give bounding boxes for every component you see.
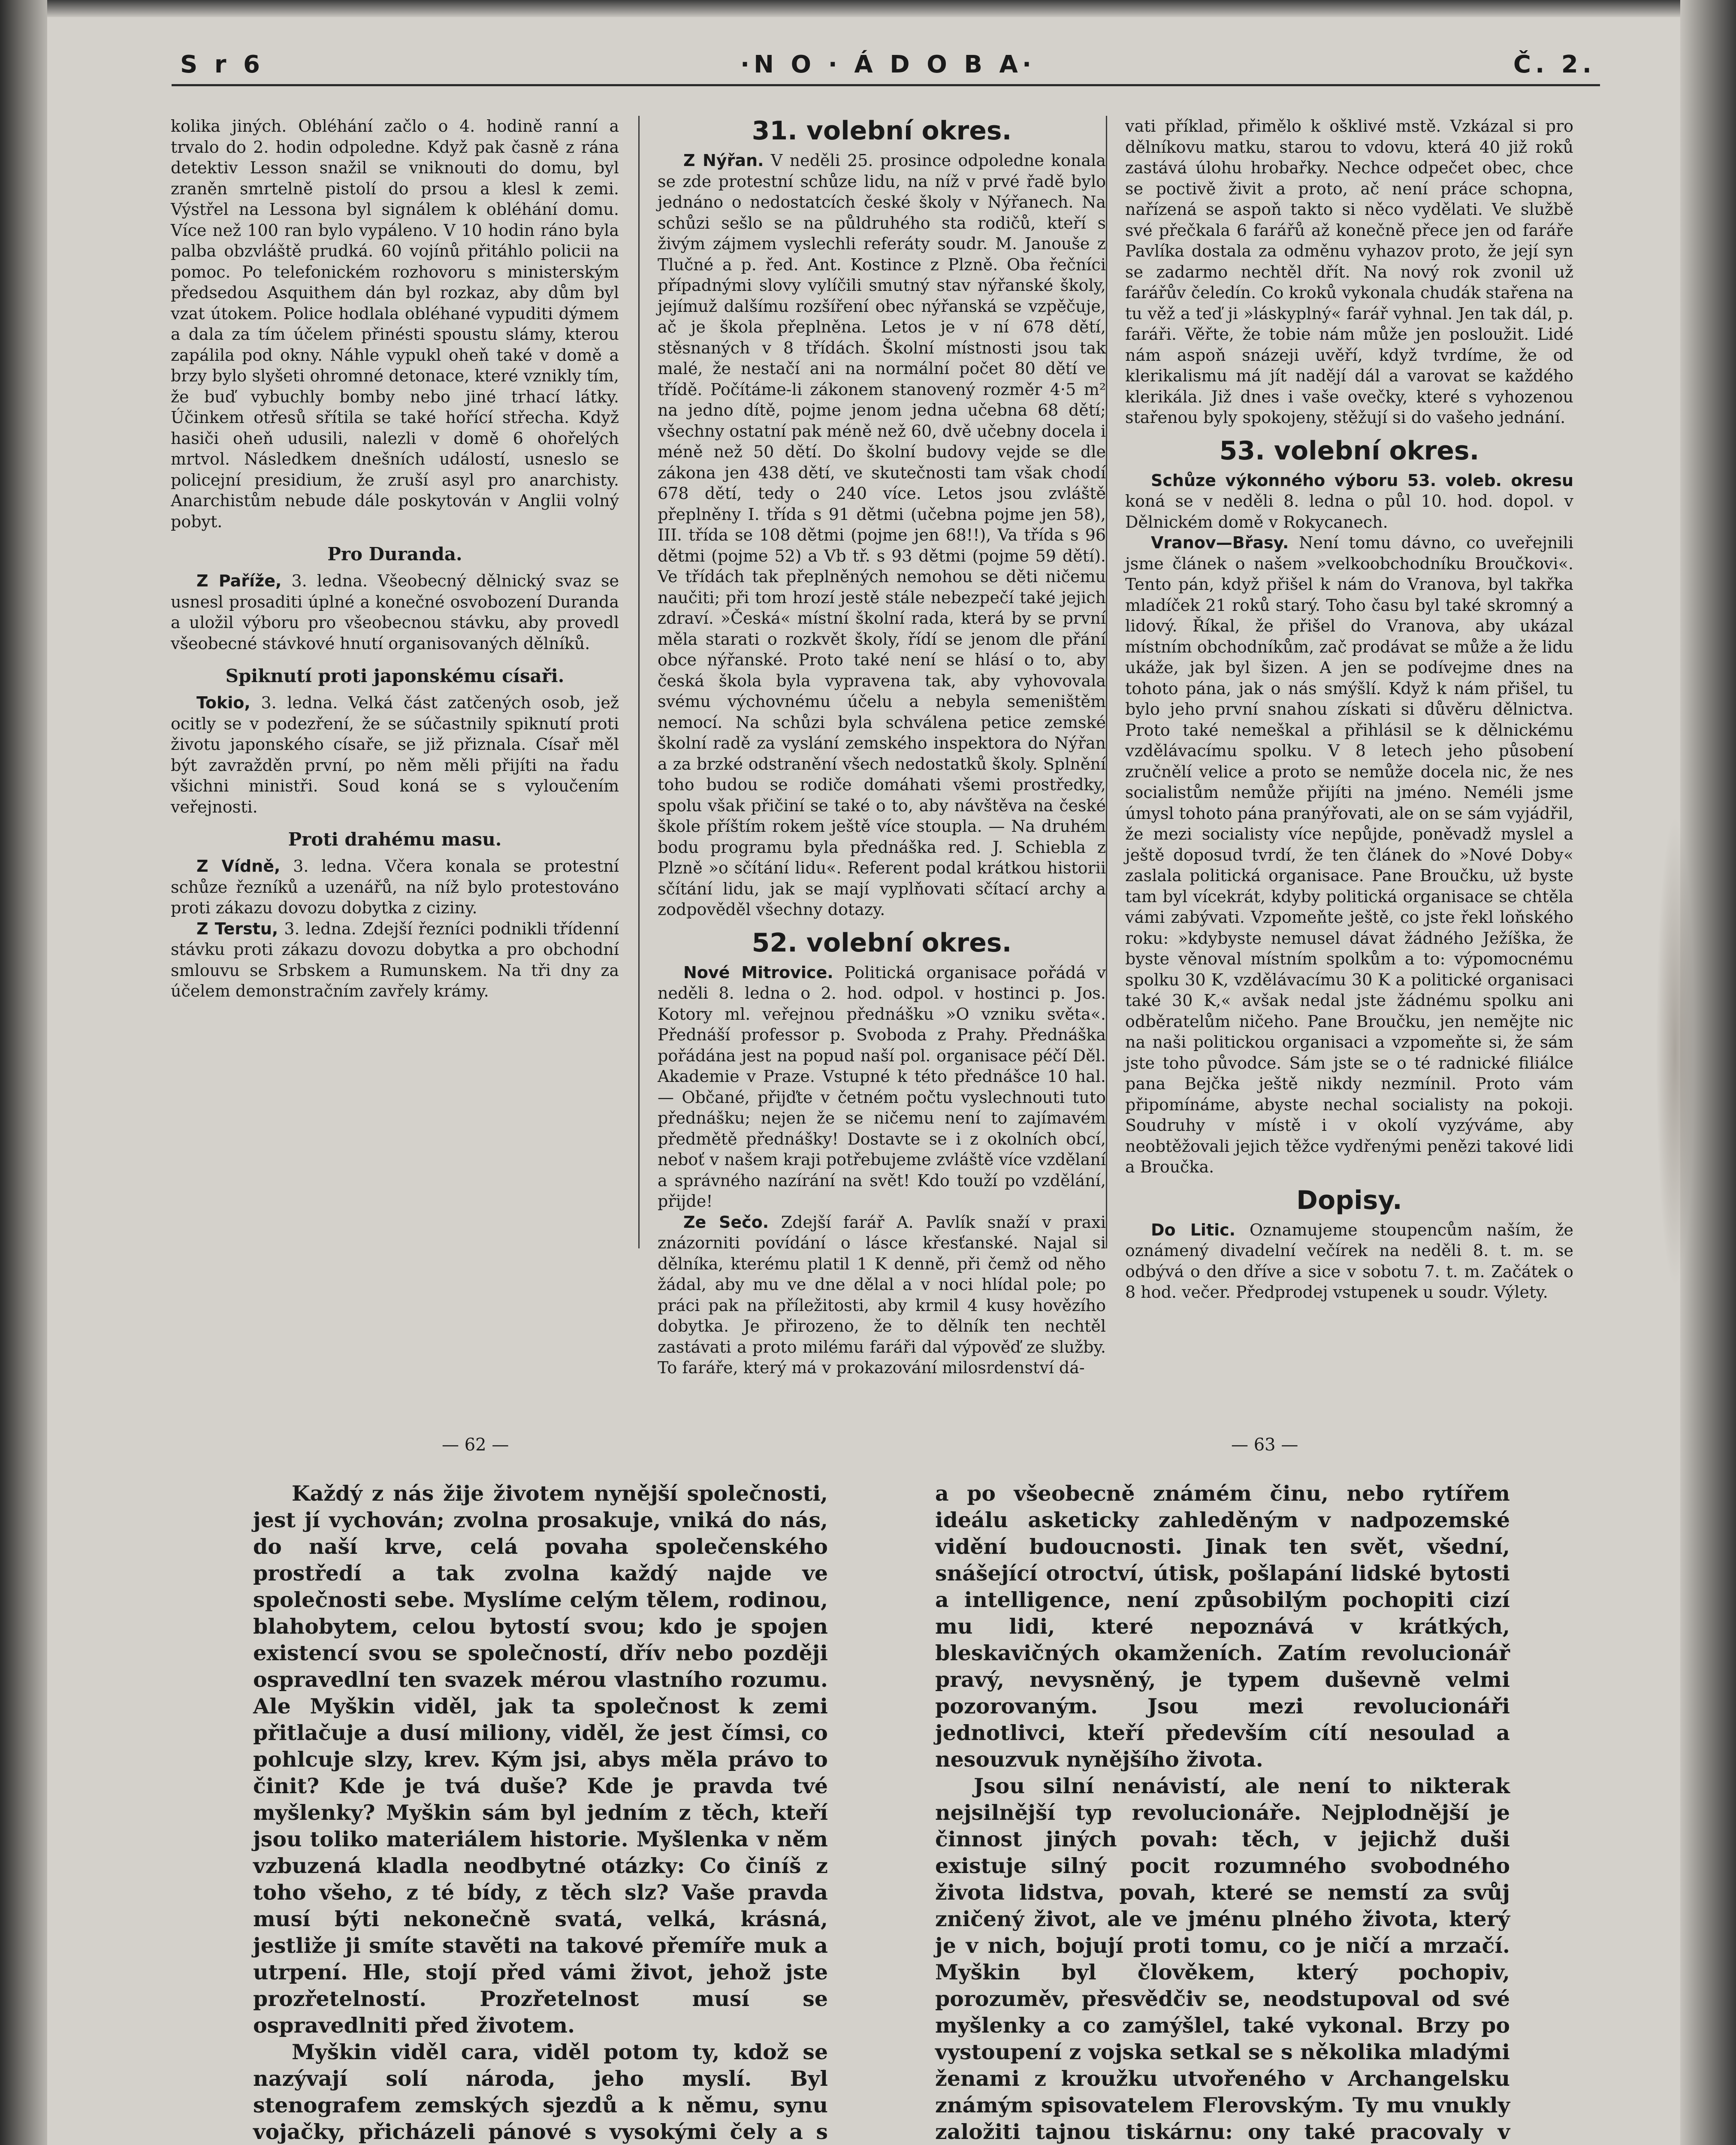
newspaper-header: [180, 51, 1596, 89]
news-item: [171, 692, 619, 817]
news-text: koná se v neděli 8. ledna o půl 10. hod. dopol. v Dělnickém domě v Rokycanech.: [1125, 492, 1573, 532]
news-text: Zdejší farář A. Pavlík snaží v praxi znázorniti povídání o lásce křesťanské. Najal si dělníka, kterému platil 1 K denně, při čemž od něho žádal, aby mu ve dne dělal a v noci hlídal pole; po práci pak na příležitosti, aby krmil 4 kusy hovězího dobytka. Je přirozeno, že to dělník ten nechtěl zastávati a proto milému faráři dal výpověď ze služby. To faráře, který má v prokazování milosrdenství dá-: [658, 1212, 1106, 1377]
news-text: Oznamujeme stoupencům naším, že oznámený divadelní večírek na neděli 8. t. m. se odbývá o den dříve a sice v sobotu 7. t. m. Začátek o 8 hod. večer. Předprodej vstupenek u soudr. Výlety.: [1125, 1220, 1573, 1302]
book-paragraph: Jsou silní nenávistí, ale není to nikterak nejsilnější typ revolucionáře. Nejplodnější je činnost jiných povah: těch, v jejichž duši existuje silný pocit rozumného svobodného života lidstva, povah, které se nemstí za svůj zničený život, ale ve jménu plného života, který je v nich, bojují proti tomu, co je ničí a mrzačí. Myškin byl člověkem, který pochopiv, porozuměv, přesvědčiv se, neodstupoval od své myšlenky a co zamýšlel, také vykonal. Brzy po vystoupení z vojska setkal se s několika mladými ženami z kroužku utvořeného v Archangelsku známým spisovatelem Flerovským. Ty mu vnukly založiti tajnou tiskárnu: ony také pracovaly v: [935, 1773, 1510, 2144]
news-text: Politická organisace pořádá v neděli 8. ledna o 2. hod. odpol. v hostinci p. Jos. Kotory ml. veřejnou přednášku »O vzniku světa«. Přednáší professor p. Svoboda z Prahy. Přednáška pořádána jest na popud naší pol. organisace péčí Děl. Akademie v Praze. Vstupné k této přednášce 10 hal. — Občané, přijďte v četném počtu vyslechnouti tuto přednášku; nejen že se ničemu není to zajímavém předmětě přednášky! Dostavte se i z okolních obcí, neboť v našem kraji potřebujeme zvláště více vzdělaní a správného nazírání na svět! Kdo touží po vzdělání, přijde!: [658, 963, 1106, 1211]
article-paragraph: vati příklad, přimělo k ošklivé mstě. Vzkázal si pro dělníkovu matku, starou to vdovu, která 40 již roků zastává úlohu hrobařky. Nechce odpečet obec, chce se poctivě živit a proto, ač není práce schopna, nařízená se aspoň takto si něco vydělati. Ve službě své přečkala 6 farářů až konečně přece jen od faráře Pavlíka dostala za odměnu vyhazov proto, že její syn se zadarmo nechtěl dřít. Na nový rok zvonil už farářův čeledín. Co kroků vykonala chudák stařena na tu věž a teď ji »láskyplný« farář vyhnal. Jen tak dál, p. faráři. Věřte, že tobie nám může jen posloužit. Lidé nám aspoň snázeji uvěří, když tvrdíme, že od klerikalismu má jít nadějí dál a varovat se každého klerikála. Již dnes i vaše ovečky, které s vyhozenou stařenou byly spokojeny, stěžují si do vašeho jednání.: [1125, 117, 1573, 427]
dateline: Z Terstu,: [196, 919, 278, 938]
section-heading: Pro Duranda.: [327, 544, 462, 565]
news-item: [1125, 470, 1573, 533]
issue-number: Č. 2.: [1513, 51, 1596, 79]
news-item: [171, 918, 619, 1002]
book-page-left: [253, 1480, 828, 2145]
news-item: [658, 1212, 1106, 1378]
news-text: 3. ledna. Velká část zatčených osob, jež ocitly se v podezření, že se súčastnily spiknutí proti životu japonského císaře, se již přiznala. Císař měl být zavražděn první, po něm měli přijíti na řadu všichni ministři. Soud koná se s vyloučením veřejnosti.: [171, 693, 619, 816]
dateline: Vranov—Břasy.: [1151, 533, 1289, 552]
news-text: 3. ledna. Včera konala se protestní schůze řezníků a uzenářů, na níž bylo protestováno proti zákazu dovozu dobytka z ciziny.: [171, 857, 619, 917]
article-paragraph: kolika jiných. Obléhání začlo o 4. hodině ranní a trvalo do 2. hodin odpoledne. Když pak časně z rána detektiv Lesson snažil se vniknouti do domu, byl zraněn smrtelně pistolí do prsou a klesl k zemi. Výstřel na Lessona byl signálem k obléhání domu. Více než 100 ran bylo vypáleno. V 10 hodin ráno byla palba obzvláště prudká. 60 vojínů přitáhlo policii na pomoc. Po telefonickém rozhovoru s ministerským předsedou Asquithem dán byl rozkaz, aby dům byl vzat útokem. Police hodlala obléhané vypuditi dýmem a dala za tím účelem přinésti spoustu slámy, kterou zapálila pod okny. Náhle vypukl oheň také v domě a brzy bylo slyšeti ohromné detonace, které vznikly tím, že buď vybuchly bomby nebo jiné trhací látky. Účinkem otřesů sřítila se také hořící střecha. Když hasiči oheň udusili, nalezli v domě 6 ohořelých mrtvol. Následkem dnešních událostí, usneslo se policejní presidium, že zruší asyl pro anarchisty. Anarchistům nebude dále poskytován v Anglii volný pobyt.: [171, 117, 619, 531]
news-item: [1125, 532, 1573, 1178]
section-heading: Proti drahému masu.: [288, 829, 502, 850]
scan-shadow-top: [0, 0, 1736, 17]
news-column-1: [171, 116, 619, 1257]
news-text: V neděli 25. prosince odpoledne konala se zde protestní schůze lidu, na níž v prvé řadě bylo jednáno o nedostatcích české školy v Nýřanech. Na schůzi sešlo se na půldruhého sta rodičů, kteří s živým zájmem vyslechli referáty soudr. M. Janouše z Tlučné a p. řed. Ant. Kostince z Plzně. Oba řečníci případnými slovy vylíčili smutný stav nýřanské školy, jejímuž dalšímu rozšíření obec nýřanská se vzpěčuje, ač je škola přeplněna. Letos je v ní 678 dětí, stěsnaných v 8 třídách. Školní místnosti jsou tak malé, že nestačí ani na normální počet 80 dětí ve třídě. Počítáme-li zákonem stanovený rozměr 4·5 m² na jedno dítě, pojme jenom jedna učebna 68 dětí; všechny ostatní pak méně než 60, dvě učebny docela i méně než 50 dětí. Do školní budovy vejde se dle zákona jen 438 dětí, ve skutečnosti tam však chodí 678 dětí, tedy o 240 více. Letos jsou zvláště přeplněny I. třída s 91 dětmi (učebna pojme jen 58), III. třída se 108 dětmi (pojme jen 68!!), Va třída s 96 dětmi (pojme 52) a Vb tř. s 93 dětmi (pojme 59 dětí). Ve třídách tak přeplněných nemohou se děti ničemu naučiti; při tom hrozí jestě stále nebezpečí také jejich zdraví. »Česká« místní školní rada, která by se první měla starati o rozkvět školy, řídí se jenom dle přání obce nýřanské. Proto také není se hlásí o to, aby česká škola byla vypravena tak, aby vyhovovala svému výchovnému účelu a nebyla semeništěm nemocí. Na schůzi byla schválena petice zemské školní radě za vyslání zemského inspektora do Nýřan a za brzké odstranění všech nedostatků školy. Splnění toho budou se rodiče domáhati všemi prostředky, spolu však přičiní se také o to, aby návštěva na české škole příštím rokem ještě více stoupla. — Na druhém bodu programu byla přednáška red. J. Schiebla z Plzně »o sčítání lidu«. Referent podal krátkou historii sčítání lidu, jak se mají vyplňovati sčítací archy a zodpověděl všechny dotazy.: [658, 151, 1106, 919]
page-number-right: — 63 —: [1231, 1435, 1298, 1455]
dateline: Schůze výkonného výboru 53. voleb. okresu: [1151, 471, 1573, 490]
dateline: Do Litic.: [1151, 1220, 1236, 1239]
dateline: Z Nýřan.: [683, 151, 764, 170]
news-item: [171, 856, 619, 918]
news-text: 3. ledna. Zdejší řezníci podnikli třídenní stávku proti zákazu dovozu dobytka a pro obchodní smlouvu se Srbskem a Rumunskem. Na tři dny za účelem demonstračním zavřely krámy.: [171, 919, 619, 1000]
news-item: [171, 571, 619, 654]
book-paragraph: Každý z nás žije životem nynější společnosti, jest jí vychován; zvolna prosakuje, vniká do nás, do naší krve, celá povaha společenského prostředí a tak zvolna každý najde ve společnosti sebe. Myslíme celým tělem, rodinou, blahobytem, celou bytostí svou; kdo je spojen existencí svou se společností, dřív nebo později ospravedlní ten svazek mérou vlastního rozumu. Ale Myškin viděl, jak ta společnost k zemi přitlačuje a dusí miliony, viděl, že jest čímsi, co pohlcuje slzy, krev. Kým jsi, abys měla právo to činit? Kde je tvá duše? Kde je pravda tvé myšlenky? Myškin sám byl jedním z těch, kteří jsou toliko materiálem historie. Myšlenka v něm vzbuzená kladla neodbytné otázky: Co činíš z toho všeho, z té bídy, z těch slz? Vaše pravda musí býti nekonečně svatá, velká, krásná, jestliže ji smíte stavěti na takové přemíře muk a utrpení. Hle, stojí před vámi život, jehož jste prozřetelností. Prozřetelnost musí se ospravedlniti před životem.: [253, 1481, 828, 2038]
paper-stain: [1656, 815, 1694, 1287]
dateline: Nové Mitrovice.: [683, 963, 833, 982]
news-column-2: [658, 116, 1106, 1377]
news-item: [658, 962, 1106, 1212]
scan-shadow-left: [0, 0, 47, 2145]
dateline: Tokio,: [196, 693, 251, 712]
newspaper-title: ·N O · Á D O B A·: [740, 51, 1036, 79]
section-heading: Dopisy.: [1296, 1185, 1402, 1215]
section-heading: Spiknutí proti japonskému císaři.: [225, 665, 565, 686]
dateline: Z Vídně,: [196, 857, 281, 876]
dateline: Z Paříže,: [196, 571, 282, 590]
column-divider: [638, 116, 640, 1248]
book-paragraph: a po všeobecně známém činu, nebo rytířem ideálu asketicky zahleděným v nadpozemské vidění budoucnosti. Jinak ten svět, všední, snášející otroctví, útisk, pošlapání lidské bytosti a intelligence, není způsobilým pochopiti cizí mu lidi, které nepoznává v krátkých, bleskavičných okamženích. Zatím revolucionář pravý, nevysněný, je typem duševně velmi pozorovaným. Jsou mezi revolucionáři jednotlivci, kteří především cítí nesoulad a nesouzvuk nynějšího života.: [935, 1481, 1510, 1772]
news-text: 3. ledna. Všeobecný dělnický svaz se usnesl prosaditi úplné a konečné osvobození Duranda a uložil výboru pro všeobecnou stávku, aby provedl všeobecné stávkové hnutí organisovaných dělníků.: [171, 571, 619, 653]
column-divider: [1106, 116, 1107, 1248]
district-heading: 53. volební okres.: [1219, 435, 1479, 466]
news-text: Není tomu dávno, co uveřejnili jsme článek o našem »velkoobchodníku Broučkovi«. Tento pán, když přišel k nám do Vranova, byl takřka mladíček 21 roků starý. Toho času byl také skromný a lidový. Říkal, že přišel do Vranova, aby ukázal místním obchodníkům, zač prodávat se může a že lidu ukáže, jak byl šizen. A jen se podívejme dnes na tohoto pána, jak o nás smýšlí. Když k nám přišel, tu bylo jeho první snahou získati si důvěru dělnictva. Proto také nemeškal a přihlásil se k dělnickému vzdělávacímu spolku. V 8 letech jeho působení zručnělí velice a proto se nemůže docela nic, že nes socialistům nemůže přijíti na jméno. Neméli jsme úmysl tohoto pána pranýřovati, ale on se sám vyjádřil, že mezi socialisty více nepůjde, poněvadž myslel a ještě doposud tvrdí, že ten článek do »Nové Doby« zaslala politická organisace. Pane Broučku, už byste tam byl vícekrát, kdyby politická organisace se chtěla vámi zabývati. Vzpomeňte ještě, co jste řekl loňského roku: »kdybyste nemusel dávat žádného Ježíška, že byste věnoval místním spolkům a to: výpomocnému spolku 30 K, vzdělávacímu 30 K a politické organisaci také 30 K,« avšak nedal jste žádnému spolku ani odběratelům ničeho. Pane Broučku, jen nemějte nic na naši politickou organisaci a vzpomeňte si, že sám jste toho původce. Sám jste se o té radnické filiálce pana Bejčka ještě nikdy nezmínil. Proto vám připomínáme, abyste nechal socialisty na pokoji. Soudruhy v místě i v okolí vyzýváme, aby neobtěžovali jejich těžce vydřenými penězi takové lidi a Broučka.: [1125, 533, 1573, 1176]
page-label: S r 6: [180, 51, 264, 79]
page-number-left: — 62 —: [442, 1435, 509, 1455]
news-item: [1125, 1220, 1573, 1303]
district-heading: 31. volební okres.: [752, 116, 1012, 146]
dateline: Ze Sečo.: [683, 1212, 769, 1232]
book-page-right: [935, 1480, 1510, 2145]
district-heading: 52. volební okres.: [752, 927, 1012, 958]
book-paragraph: Myškin viděl cara, viděl potom ty, kdož se nazývají solí národa, jeho myslí. Byl stenografem zemských sjezdů a k němu, synu vojačky, přicházeli pánové s vysokými čely a s: [253, 2039, 828, 2144]
news-item: [658, 150, 1106, 920]
news-column-3: [1125, 116, 1573, 1302]
header-rule: [172, 84, 1600, 86]
